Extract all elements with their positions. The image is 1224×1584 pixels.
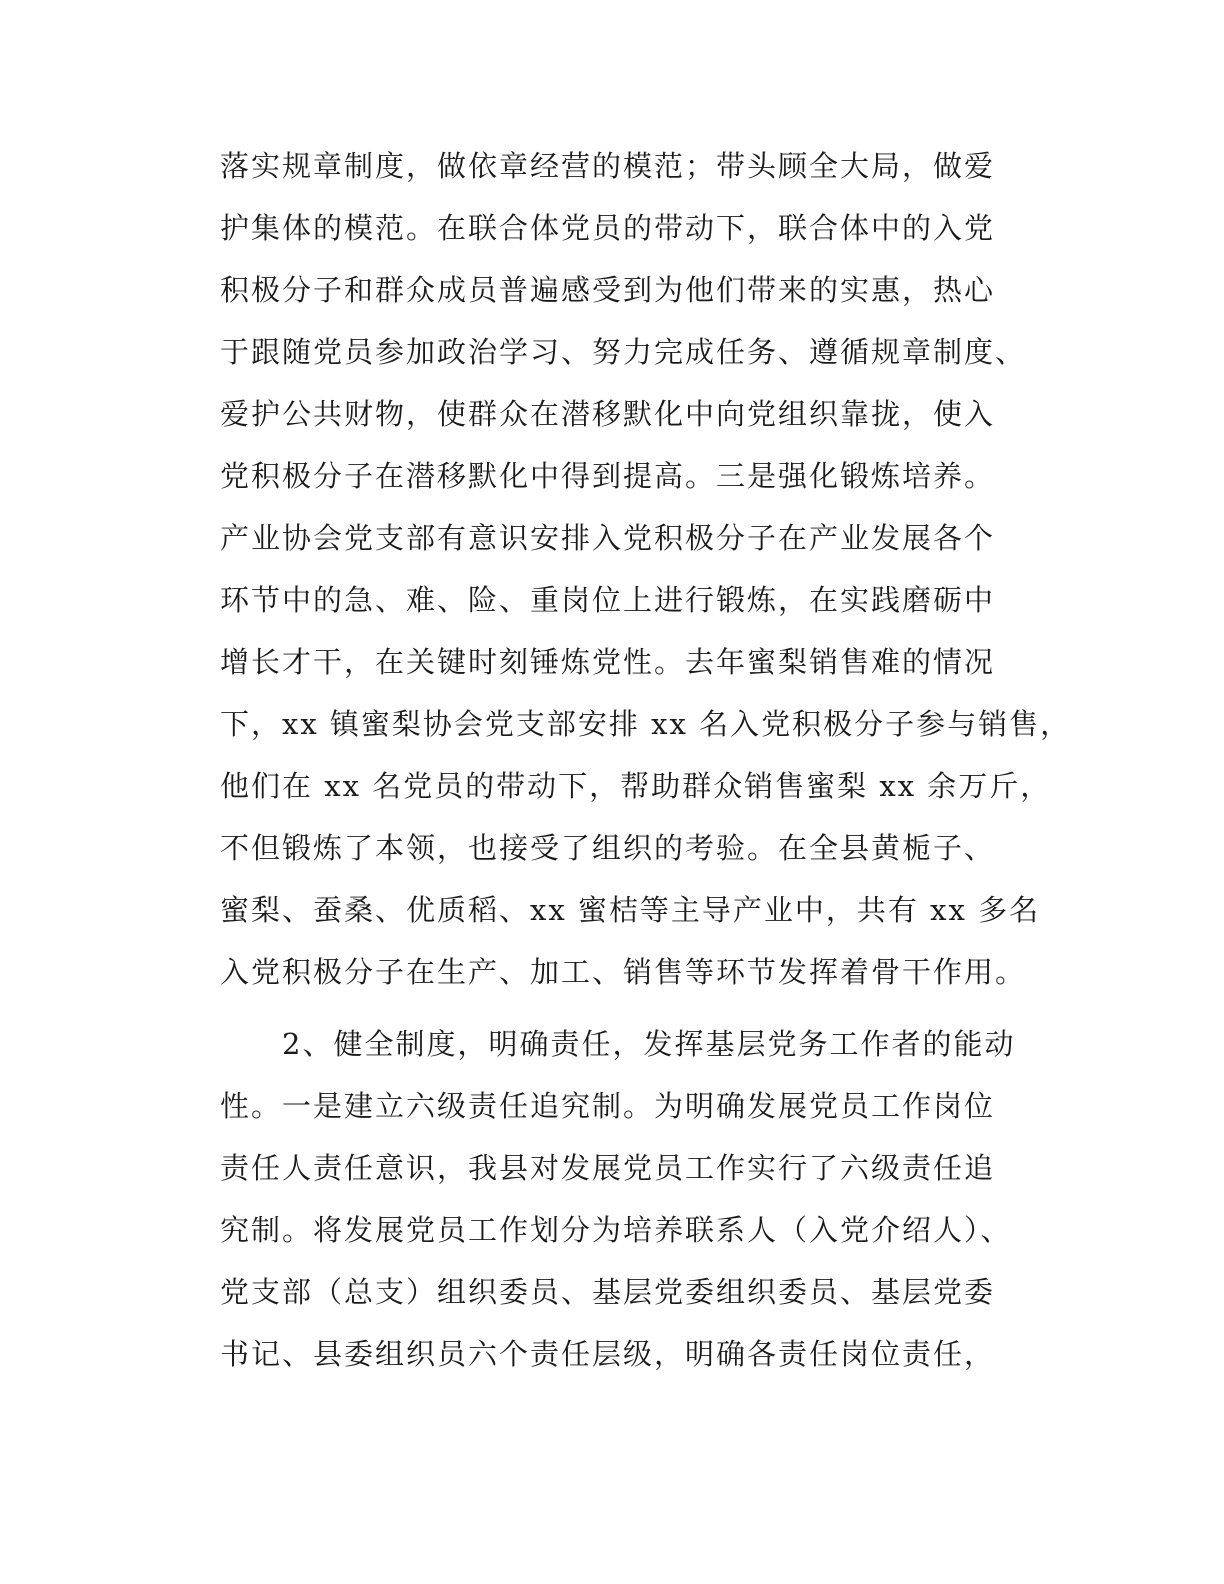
text-line: 产业协会党支部有意识安排入党积极分子在产业发展各个 xyxy=(220,521,996,555)
text-line: 蜜梨、蚕桑、优质稻、xx 蜜桔等主导产业中，共有 xx 多名 xyxy=(220,893,1041,927)
text-line: 入党积极分子在生产、加工、销售等环节发挥着骨干作用。 xyxy=(220,955,1027,989)
text-line: 落实规章制度，做依章经营的模范；带头顾全大局，做爱 xyxy=(220,149,996,183)
text-line: 党积极分子在潜移默化中得到提高。三是强化锻炼培养。 xyxy=(220,459,996,493)
text-line: 究制。将发展党员工作划分为培养联系人（入党介绍人）、 xyxy=(220,1213,1012,1247)
text-line: 下，xx 镇蜜梨协会党支部安排 xx 名入党积极分子参与销售， xyxy=(220,707,1072,741)
text-line: 护集体的模范。在联合体党员的带动下，联合体中的入党 xyxy=(220,211,996,245)
text-line: 不但锻炼了本领，也接受了组织的考验。在全县黄栀子、 xyxy=(220,831,996,865)
paragraph xyxy=(220,135,1072,1003)
text-line: 党支部（总支）组织委员、基层党委组织委员、基层党委 xyxy=(220,1275,996,1309)
paragraph xyxy=(220,1013,1060,1385)
text-line: 2、健全制度，明确责任，发挥基层党务工作者的能动 xyxy=(282,1027,1016,1061)
text-line: 增长才干，在关键时刻锤炼党性。去年蜜梨销售难的情况 xyxy=(220,645,996,679)
text-line: 环节中的急、难、险、重岗位上进行锻炼，在实践磨砺中 xyxy=(220,583,996,617)
text-line: 于跟随党员参加政治学习、努力完成任务、遵循规章制度、 xyxy=(220,335,1027,369)
text-line: 爱护公共财物，使群众在潜移默化中向党组织靠拢，使入 xyxy=(220,397,996,431)
text-line: 积极分子和群众成员普遍感受到为他们带来的实惠，热心 xyxy=(220,273,996,307)
text-line: 书记、县委组织员六个责任层级，明确各责任岗位责任， xyxy=(220,1337,996,1371)
text-line: 他们在 xx 名党员的带动下，帮助群众销售蜜梨 xx 余万斤， xyxy=(220,769,1052,803)
text-line: 责任人责任意识，我县对发展党员工作实行了六级责任追 xyxy=(220,1151,996,1185)
text-line: 性。一是建立六级责任追究制。为明确发展党员工作岗位 xyxy=(220,1089,996,1123)
